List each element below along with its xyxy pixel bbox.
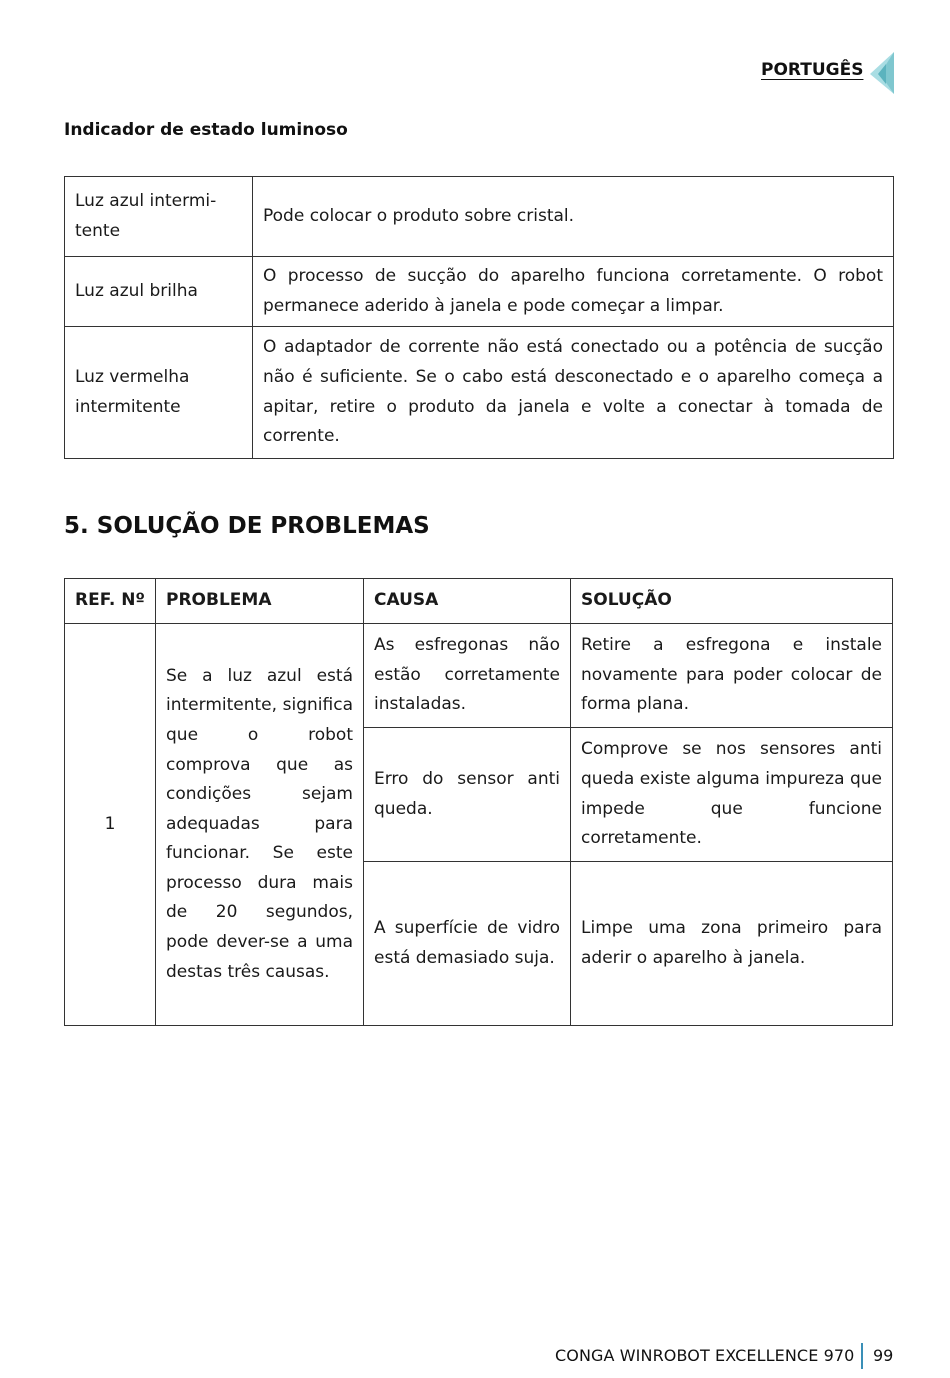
status-description: O processo de sucção do aparelho funciona corretamente. O robot permanece aderido à janela e pode começar a limpar. <box>253 257 894 327</box>
status-indicator-table <box>64 176 894 459</box>
header-ref: REF. Nº <box>65 579 156 624</box>
solution-text: Retire a esfregona e instale novamente para poder colocar de forma plana. <box>571 624 893 728</box>
footer-product-name: CONGA WINROBOT EXCELLENCE 970 <box>555 1346 855 1365</box>
language-label: PORTUGÊS <box>761 60 864 80</box>
table-row <box>65 257 894 327</box>
footer-divider <box>861 1343 863 1369</box>
solution-text: Comprove se nos sensores anti queda existe alguma impureza que impede que funcione corretamente. <box>571 728 893 862</box>
header-solution: SOLUÇÃO <box>571 579 893 624</box>
solution-text: Limpe uma zona primeiro para aderir o aparelho à janela. <box>571 862 893 1026</box>
page-number: 99 <box>873 1346 894 1365</box>
cause-text: As esfregonas não estão corretamente instaladas. <box>364 624 571 728</box>
cause-text: A superfície de vidro está demasiado suja. <box>364 862 571 1026</box>
status-description: O adaptador de corrente não está conectado ou a potência de sucção não é suficiente. Se o cabo está desconectado e o aparelho começa a apitar, retire o produto da janela e volte a conectar à tomada de corrente. <box>253 327 894 459</box>
header-problem: PROBLEMA <box>156 579 364 624</box>
problem-text: Se a luz azul está intermitente, significa que o robot comprova que as condições sejam adequadas para funcionar. Se este processo dura mais de 20 segundos, pode dever-se a uma destas três causas. <box>156 624 364 1026</box>
table-header-row <box>65 579 893 624</box>
status-indicator-heading: Indicador de estado luminoso <box>64 120 348 140</box>
status-label: Luz vermelha intermitente <box>65 327 253 459</box>
status-label: Luz azul intermi- tente <box>65 177 253 257</box>
troubleshooting-table <box>64 578 893 1026</box>
table-row <box>65 327 894 459</box>
table-row <box>65 177 894 257</box>
section-title: 5. SOLUÇÃO DE PROBLEMAS <box>64 513 430 539</box>
table-row <box>65 624 893 728</box>
cause-text: Erro do sensor anti queda. <box>364 728 571 862</box>
status-description: Pode colocar o produto sobre cristal. <box>253 177 894 257</box>
header-cause: CAUSA <box>364 579 571 624</box>
triangle-arrow-icon <box>866 50 896 96</box>
status-label: Luz azul brilha <box>65 257 253 327</box>
ref-number: 1 <box>65 624 156 1026</box>
